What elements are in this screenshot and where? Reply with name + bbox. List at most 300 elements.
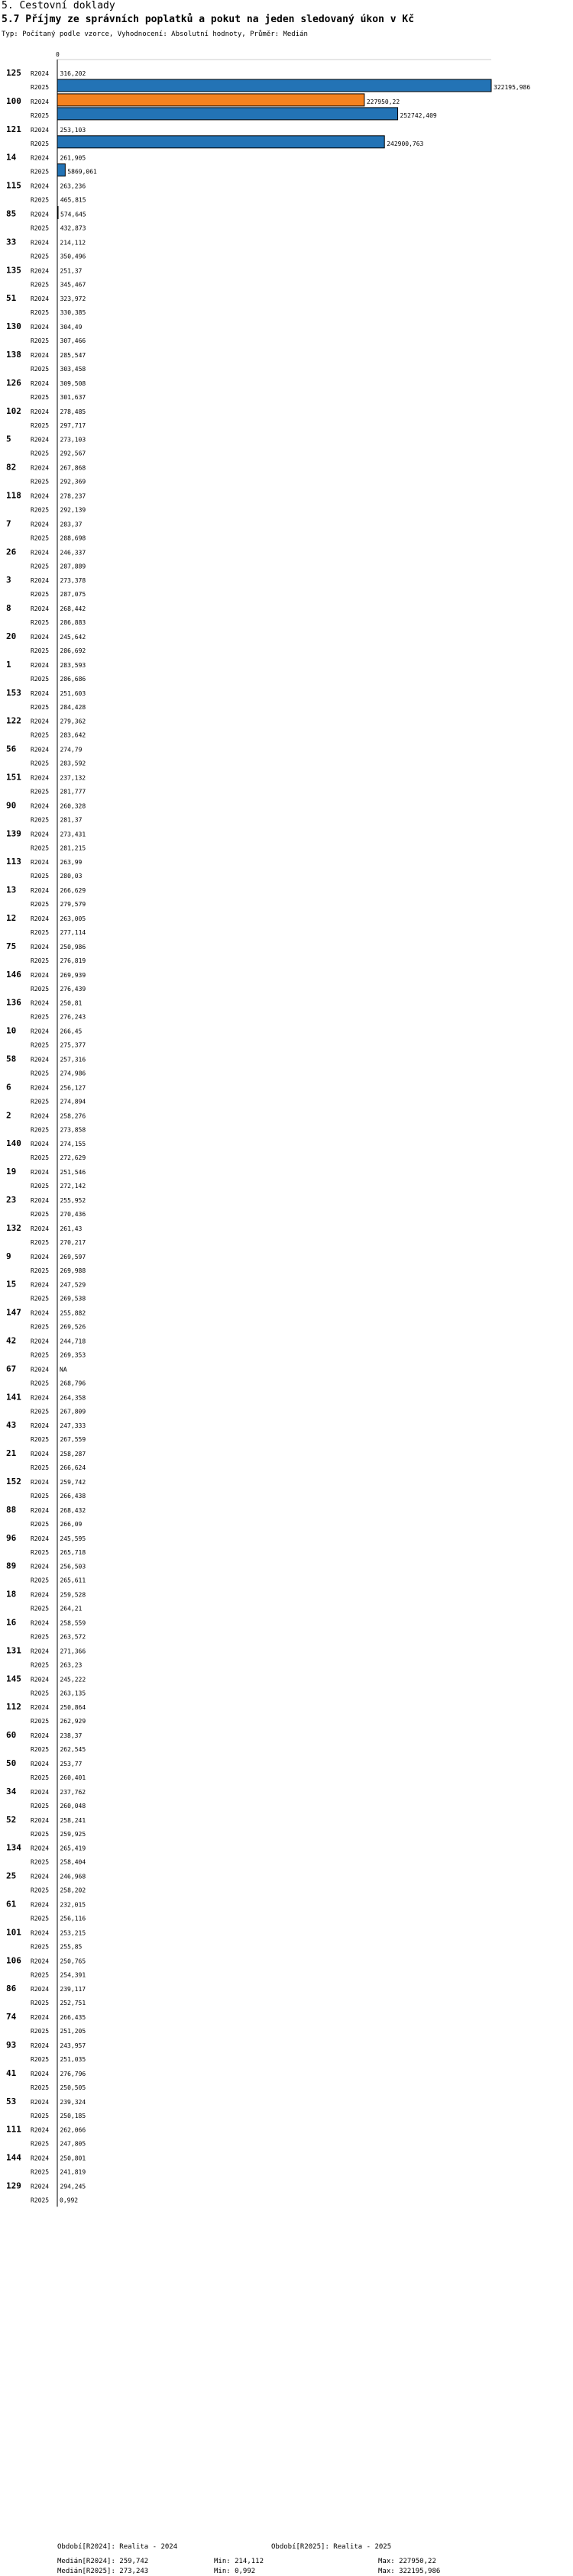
- series-label: R2024: [31, 1253, 50, 1261]
- group-label: 60: [6, 1730, 17, 1741]
- data-label: 271,366: [60, 1648, 86, 1655]
- series-label: R2025: [31, 281, 50, 289]
- series-label: R2025: [31, 1661, 50, 1669]
- series-label: R2025: [31, 1098, 50, 1106]
- group-label: 34: [6, 1786, 17, 1796]
- group-label: 21: [6, 1448, 17, 1459]
- group-label: 111: [6, 2124, 21, 2135]
- data-label: 279,579: [60, 901, 86, 909]
- series-label: R2024: [31, 1225, 50, 1232]
- series-label: R2024: [31, 1648, 50, 1655]
- series-label: R2025: [31, 1126, 50, 1134]
- data-label: 253,103: [60, 126, 86, 134]
- data-label: 269,597: [60, 1253, 86, 1261]
- bar-2025: [57, 108, 398, 120]
- series-label: R2025: [31, 760, 50, 767]
- data-label: 286,692: [60, 647, 86, 654]
- group-label: 100: [6, 95, 21, 106]
- series-label: R2024: [31, 1761, 50, 1767]
- data-label: 273,431: [60, 831, 86, 838]
- x-tick-label: 0: [56, 51, 60, 58]
- series-label: R2024: [31, 1986, 50, 1993]
- data-label: 265,718: [60, 1548, 86, 1556]
- series-label: R2024: [31, 1591, 50, 1599]
- series-label: R2025: [31, 1690, 50, 1697]
- series-label: R2024: [31, 605, 50, 613]
- data-label: 258,287: [60, 1451, 86, 1458]
- data-label: 274,986: [60, 1070, 86, 1077]
- series-label: R2024: [31, 98, 50, 105]
- series-label: R2025: [31, 1380, 50, 1387]
- group-label: 101: [6, 1927, 21, 1938]
- series-label: R2024: [31, 1816, 50, 1824]
- data-label: 257,316: [60, 1056, 86, 1064]
- data-label: 263,135: [60, 1690, 86, 1697]
- series-label: R2024: [31, 634, 50, 641]
- data-label: 243,957: [60, 2042, 86, 2049]
- series-label: R2024: [31, 2155, 50, 2162]
- group-label: 86: [6, 1984, 17, 1994]
- series-label: R2024: [31, 549, 50, 557]
- data-label: 237,762: [60, 1788, 86, 1796]
- data-label: 259,742: [60, 1479, 86, 1486]
- data-label: 255,85: [60, 1943, 83, 1951]
- series-label: R2025: [31, 534, 50, 542]
- group-label: 153: [6, 687, 21, 698]
- group-label: 41: [6, 2068, 17, 2078]
- group-label: 74: [6, 2012, 17, 2022]
- series-label: R2025: [31, 675, 50, 683]
- data-label: 263,572: [60, 1633, 86, 1641]
- data-label: 255,882: [60, 1309, 86, 1317]
- group-label: 5: [6, 434, 11, 444]
- series-label: R2024: [31, 436, 50, 444]
- data-label: 322195,986: [494, 84, 531, 91]
- series-label: R2024: [31, 2183, 50, 2190]
- group-label: 122: [6, 715, 21, 726]
- series-label: R2024: [31, 689, 50, 697]
- data-label: 350,496: [60, 253, 86, 260]
- series-label: R2025: [31, 1633, 50, 1641]
- series-label: R2024: [31, 267, 50, 275]
- data-label: 294,245: [60, 2183, 86, 2190]
- data-label: 250,765: [60, 1958, 86, 1965]
- group-label: 18: [6, 1589, 17, 1600]
- data-label: 281,37: [60, 816, 83, 824]
- data-label: 345,467: [60, 281, 86, 289]
- series-label: R2025: [31, 1295, 50, 1303]
- data-label: 247,805: [60, 2140, 86, 2148]
- group-label: 102: [6, 405, 21, 416]
- series-label: R2024: [31, 2070, 50, 2077]
- series-label: R2025: [31, 421, 50, 429]
- data-label: 268,796: [60, 1380, 86, 1387]
- series-label: R2025: [31, 591, 50, 599]
- data-label: 262,545: [60, 1746, 86, 1754]
- series-label: R2025: [31, 1070, 50, 1077]
- series-label: R2025: [31, 1746, 50, 1754]
- data-label: 266,624: [60, 1464, 86, 1472]
- series-label: R2024: [31, 1451, 50, 1458]
- series-label: R2024: [31, 492, 50, 500]
- data-label: 258,241: [60, 1816, 86, 1824]
- data-label: 280,03: [60, 873, 83, 880]
- data-label: 246,968: [60, 1873, 86, 1880]
- data-label: 263,005: [60, 915, 86, 922]
- bar-2025: [57, 136, 384, 148]
- group-label: 82: [6, 462, 17, 473]
- data-label: 274,155: [60, 1141, 86, 1148]
- data-label: 244,718: [60, 1338, 86, 1345]
- series-label: R2024: [31, 1422, 50, 1430]
- series-label: R2024: [31, 126, 50, 134]
- series-label: R2024: [31, 661, 50, 669]
- data-label: 252742,409: [400, 111, 437, 119]
- series-label: R2025: [31, 224, 50, 232]
- footer-median-2025: Medián[R2025]: 273,243: [57, 2568, 149, 2575]
- series-label: R2024: [31, 1676, 50, 1683]
- data-label: 5869,061: [67, 168, 97, 176]
- data-label: 250,505: [60, 2084, 86, 2091]
- data-label: 263,99: [60, 859, 83, 867]
- data-label: 266,629: [60, 887, 86, 895]
- group-label: 12: [6, 913, 17, 923]
- group-label: 6: [6, 1082, 11, 1093]
- data-label: 330,385: [60, 309, 86, 317]
- group-label: 19: [6, 1167, 17, 1177]
- footer-min-2025: Min: 0,992: [214, 2568, 256, 2575]
- series-label: R2024: [31, 1112, 50, 1120]
- series-label: R2024: [31, 1169, 50, 1177]
- data-label: 273,103: [60, 436, 86, 444]
- data-label: 269,538: [60, 1295, 86, 1303]
- group-label: 115: [6, 180, 21, 191]
- data-label: 269,939: [60, 971, 86, 979]
- data-label: 270,217: [60, 1238, 86, 1246]
- series-label: R2025: [31, 1267, 50, 1274]
- data-label: 259,925: [60, 1830, 86, 1838]
- series-label: R2025: [31, 873, 50, 880]
- series-label: R2024: [31, 1732, 50, 1740]
- group-label: 125: [6, 68, 21, 78]
- series-label: R2025: [31, 929, 50, 936]
- series-label: R2025: [31, 1774, 50, 1781]
- data-label: 258,202: [60, 1887, 86, 1894]
- group-label: 85: [6, 208, 17, 219]
- series-label: R2025: [31, 1520, 50, 1528]
- data-label: 266,438: [60, 1493, 86, 1499]
- footer-max-2024: Max: 227950,22: [378, 2558, 436, 2565]
- group-label: 42: [6, 1335, 17, 1346]
- group-label: 53: [6, 2096, 17, 2106]
- series-label: R2025: [31, 450, 50, 457]
- series-label: R2024: [31, 943, 50, 951]
- group-label: 52: [6, 1814, 17, 1825]
- series-label: R2024: [31, 1619, 50, 1627]
- data-label: NA: [60, 1366, 67, 1374]
- data-label: 241,819: [60, 2168, 86, 2176]
- series-label: R2024: [31, 2098, 50, 2106]
- series-label: R2024: [31, 802, 50, 810]
- series-label: R2024: [31, 295, 50, 303]
- group-label: 144: [6, 2152, 21, 2163]
- group-label: 118: [6, 490, 21, 501]
- data-label: 276,819: [60, 957, 86, 964]
- group-label: 134: [6, 1842, 21, 1853]
- group-label: 130: [6, 321, 21, 332]
- data-label: 237,132: [60, 774, 86, 782]
- series-label: R2024: [31, 1958, 50, 1965]
- data-label: 263,23: [60, 1661, 83, 1669]
- bar-2024: [57, 94, 364, 106]
- data-label: 260,048: [60, 1802, 86, 1809]
- group-label: 75: [6, 941, 17, 951]
- data-label: 279,362: [60, 718, 86, 725]
- data-label: 269,988: [60, 1267, 86, 1274]
- data-label: 245,222: [60, 1676, 86, 1683]
- group-label: 1: [6, 659, 11, 670]
- group-label: 139: [6, 828, 21, 839]
- data-label: 267,868: [60, 464, 86, 472]
- series-label: R2024: [31, 521, 50, 528]
- series-label: R2025: [31, 168, 50, 176]
- series-label: R2024: [31, 1704, 50, 1712]
- series-label: R2025: [31, 563, 50, 570]
- group-label: 129: [6, 2181, 21, 2191]
- group-label: 67: [6, 1364, 17, 1374]
- group-label: 3: [6, 575, 11, 586]
- data-label: 274,894: [60, 1098, 86, 1106]
- series-label: R2025: [31, 1943, 50, 1951]
- series-label: R2025: [31, 1971, 50, 1979]
- data-label: 316,202: [60, 70, 86, 77]
- series-label: R2025: [31, 2168, 50, 2176]
- data-label: 245,642: [60, 634, 86, 641]
- series-label: R2025: [31, 2000, 50, 2007]
- group-label: 10: [6, 1025, 17, 1036]
- series-label: R2025: [31, 253, 50, 260]
- data-label: 256,503: [60, 1563, 86, 1570]
- data-label: 253,215: [60, 1929, 86, 1937]
- series-label: R2025: [31, 1605, 50, 1612]
- series-label: R2025: [31, 1887, 50, 1894]
- data-label: 227950,22: [366, 98, 400, 105]
- footer-period-2025: Období[R2025]: Realita - 2025: [271, 2543, 392, 2551]
- data-label: 287,889: [60, 563, 86, 570]
- series-label: R2024: [31, 2042, 50, 2049]
- series-label: R2025: [31, 1154, 50, 1162]
- group-label: 112: [6, 1702, 21, 1712]
- group-label: 135: [6, 265, 21, 276]
- group-label: 58: [6, 1054, 17, 1064]
- series-label: R2024: [31, 239, 50, 247]
- data-label: 276,243: [60, 1013, 86, 1021]
- chart-subtitle: Typ: Počítaný podle vzorce, Vyhodnocení: Absolutní hodnoty, Průměr: Medián: [2, 31, 308, 38]
- series-label: R2024: [31, 774, 50, 782]
- group-label: 89: [6, 1561, 17, 1571]
- data-label: 268,442: [60, 605, 86, 613]
- data-label: 251,205: [60, 2028, 86, 2035]
- data-label: 256,127: [60, 1084, 86, 1092]
- series-label: R2024: [31, 182, 50, 190]
- series-label: R2025: [31, 111, 50, 119]
- series-label: R2025: [31, 1830, 50, 1838]
- data-label: 432,873: [60, 224, 86, 232]
- data-label: 287,075: [60, 591, 86, 599]
- series-label: R2024: [31, 859, 50, 867]
- data-label: 264,21: [60, 1605, 83, 1612]
- series-label: R2024: [31, 1535, 50, 1542]
- group-label: 61: [6, 1899, 17, 1909]
- data-label: 272,142: [60, 1183, 86, 1190]
- data-label: 258,559: [60, 1619, 86, 1627]
- data-label: 266,09: [60, 1520, 83, 1528]
- data-label: 245,595: [60, 1535, 86, 1542]
- series-label: R2025: [31, 2056, 50, 2063]
- series-label: R2024: [31, 999, 50, 1007]
- data-label: 297,717: [60, 421, 86, 429]
- footer-period-2024: Období[R2024]: Realita - 2024: [57, 2543, 178, 2551]
- series-label: R2025: [31, 1041, 50, 1049]
- series-label: R2024: [31, 971, 50, 979]
- series-label: R2024: [31, 70, 50, 77]
- group-label: 15: [6, 1279, 17, 1290]
- series-label: R2025: [31, 1577, 50, 1584]
- data-label: 276,439: [60, 985, 86, 993]
- group-label: 106: [6, 1955, 21, 1966]
- group-label: 152: [6, 1477, 21, 1487]
- group-label: 9: [6, 1251, 11, 1261]
- group-label: 25: [6, 1871, 17, 1881]
- data-label: 261,43: [60, 1225, 83, 1232]
- group-label: 23: [6, 1195, 17, 1205]
- footer-median-2024: Medián[R2024]: 259,742: [57, 2558, 149, 2565]
- series-label: R2024: [31, 1845, 50, 1852]
- series-label: R2025: [31, 1493, 50, 1499]
- series-label: R2025: [31, 816, 50, 824]
- series-label: R2025: [31, 619, 50, 627]
- series-label: R2024: [31, 1506, 50, 1514]
- data-label: 267,809: [60, 1408, 86, 1416]
- series-label: R2024: [31, 1084, 50, 1092]
- data-label: 283,592: [60, 760, 86, 767]
- data-label: 275,377: [60, 1041, 86, 1049]
- data-label: 285,547: [60, 352, 86, 359]
- series-label: R2025: [31, 196, 50, 204]
- series-label: R2025: [31, 140, 50, 147]
- data-label: 278,485: [60, 408, 86, 415]
- data-label: 281,777: [60, 788, 86, 796]
- series-label: R2024: [31, 1929, 50, 1937]
- series-label: R2025: [31, 2197, 50, 2204]
- group-label: 50: [6, 1758, 17, 1768]
- group-label: 51: [6, 293, 17, 304]
- data-label: 292,369: [60, 478, 86, 486]
- group-label: 147: [6, 1307, 21, 1318]
- group-label: 90: [6, 800, 17, 811]
- series-label: R2024: [31, 1197, 50, 1204]
- data-label: 278,237: [60, 492, 86, 500]
- series-label: R2025: [31, 366, 50, 373]
- data-label: 260,328: [60, 802, 86, 810]
- data-label: 261,905: [60, 154, 86, 162]
- data-label: 263,236: [60, 182, 86, 190]
- series-label: R2025: [31, 901, 50, 909]
- data-label: 292,139: [60, 506, 86, 514]
- data-label: 247,333: [60, 1422, 86, 1430]
- series-label: R2024: [31, 1479, 50, 1486]
- series-label: R2025: [31, 2112, 50, 2119]
- data-label: 251,37: [60, 267, 83, 275]
- data-label: 250,185: [60, 2112, 86, 2119]
- group-label: 93: [6, 2040, 17, 2050]
- data-label: 258,404: [60, 1858, 86, 1866]
- group-label: 2: [6, 1110, 11, 1121]
- group-label: 138: [6, 350, 21, 360]
- data-label: 269,526: [60, 1323, 86, 1331]
- series-label: R2024: [31, 1394, 50, 1402]
- group-label: 145: [6, 1674, 21, 1684]
- group-label: 13: [6, 885, 17, 896]
- group-label: 132: [6, 1222, 21, 1233]
- group-label: 121: [6, 124, 21, 134]
- series-label: R2025: [31, 1915, 50, 1922]
- group-label: 96: [6, 1532, 17, 1543]
- series-label: R2025: [31, 1408, 50, 1416]
- series-label: R2024: [31, 1338, 50, 1345]
- series-label: R2024: [31, 379, 50, 387]
- data-label: 301,637: [60, 393, 86, 401]
- series-label: R2025: [31, 478, 50, 486]
- series-label: R2025: [31, 1858, 50, 1866]
- series-label: R2025: [31, 393, 50, 401]
- data-label: 262,929: [60, 1718, 86, 1725]
- group-label: 8: [6, 603, 11, 614]
- data-label: 252,751: [60, 2000, 86, 2007]
- series-label: R2024: [31, 915, 50, 922]
- series-label: R2025: [31, 985, 50, 993]
- data-label: 258,276: [60, 1112, 86, 1120]
- data-label: 292,567: [60, 450, 86, 457]
- data-label: 307,466: [60, 337, 86, 345]
- series-label: R2025: [31, 957, 50, 964]
- series-label: R2025: [31, 1013, 50, 1021]
- data-label: 253,77: [60, 1761, 83, 1767]
- series-label: R2024: [31, 746, 50, 754]
- series-label: R2024: [31, 831, 50, 838]
- series-label: R2025: [31, 703, 50, 711]
- series-label: R2024: [31, 464, 50, 472]
- data-label: 238,37: [60, 1732, 83, 1740]
- series-label: R2024: [31, 154, 50, 162]
- data-label: 283,642: [60, 731, 86, 739]
- series-label: R2025: [31, 647, 50, 654]
- series-label: R2025: [31, 1548, 50, 1556]
- data-label: 266,435: [60, 2014, 86, 2022]
- series-label: R2024: [31, 718, 50, 725]
- data-label: 273,378: [60, 577, 86, 585]
- data-label: 250,801: [60, 2155, 86, 2162]
- series-label: R2024: [31, 1366, 50, 1374]
- data-label: 284,428: [60, 703, 86, 711]
- data-label: 232,015: [60, 1901, 86, 1909]
- group-label: 56: [6, 744, 17, 754]
- series-label: R2024: [31, 1563, 50, 1570]
- data-label: 0,992: [60, 2197, 79, 2204]
- group-label: 43: [6, 1420, 17, 1431]
- data-label: 303,458: [60, 366, 86, 373]
- series-label: R2025: [31, 2028, 50, 2035]
